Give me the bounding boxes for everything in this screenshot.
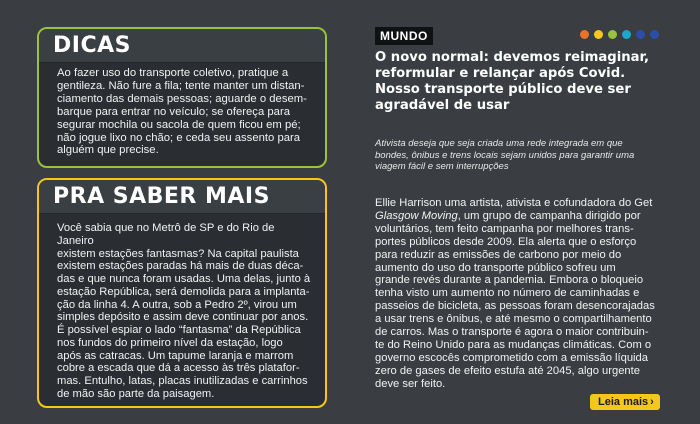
read-more-label: Leia mais (598, 396, 649, 408)
saber-mais-line: existem estações fantasmas? Na capital paulista (57, 247, 299, 260)
read-more-button[interactable] (590, 394, 660, 410)
saber-mais-line: das e que nunca foram usadas. Uma delas, junto à (57, 273, 311, 285)
body-line: a usar trens e ônibus, e até mesmo o compartilhamento (375, 313, 652, 326)
color-dot (650, 30, 659, 39)
saber-mais-text (39, 214, 325, 401)
color-dot (608, 30, 617, 39)
section-tag: MUNDO (375, 27, 433, 45)
dicas-box (37, 27, 327, 168)
saber-mais-line: simples depósito e assim deve continuar por anos. (57, 311, 309, 324)
dicas-line: segurar mochila ou sacola de quem ficou em pé; (57, 118, 301, 131)
body-line: portes públicos desde 2009. Ela alerta que o esforço (375, 235, 637, 248)
body-line: voluntários, tem feito campanha por melhores trans- (375, 222, 634, 235)
body-line: deve ser feito. (375, 377, 446, 390)
body-text: , um grupo de campanha dirigido por (457, 209, 641, 222)
saber-mais-line: ção da linha 4. A outra, sob a Pedro 2º, virou um (57, 298, 297, 311)
saber-mais-line: estação República, será demolida para a implanta- (57, 285, 310, 298)
dicas-text (39, 63, 325, 157)
body-line: aumento do uso do transporte público sofreu um (375, 261, 616, 274)
body-line: tenha visto um aumento no número de caminhadas e (375, 287, 640, 300)
body-line (375, 197, 675, 210)
article-body (375, 197, 675, 391)
dicas-line: ciamento das demais pessoas; aguarde o desem- (57, 92, 307, 105)
body-line: de carros. Mas o transporte é agora o maior contribuin- (375, 326, 649, 339)
dicas-header (39, 29, 325, 63)
subtitle-line: viagem fácil e sem interrupções (375, 161, 509, 173)
saber-mais-line: mas. Entulho, latas, placas inutilizadas e carrinhos (57, 375, 308, 387)
color-dots (580, 30, 659, 39)
dicas-line: barque para entrar no veículo; se ofereça para (57, 105, 290, 118)
article-subtitle (375, 138, 675, 173)
color-dot (580, 30, 589, 39)
body-line: para reduzir as emissões de carbono por meio do (375, 248, 622, 261)
color-dot (594, 30, 603, 39)
color-dot (636, 30, 645, 39)
subtitle-line: bondes, ônibus e trens locais sejam unidos para garantir uma (375, 149, 635, 161)
saber-mais-header (39, 180, 325, 214)
headline-line: Nosso transporte público deve ser (375, 82, 631, 97)
article-headline (375, 50, 675, 114)
headline-line: O novo normal: devemos reimaginar, (375, 50, 650, 65)
saber-mais-line: cobre a escada que dá a acesso às três platafor- (57, 362, 300, 375)
chevron-right-icon: › (650, 396, 654, 408)
saber-mais-line: após as catracas. Um tapume laranja e marrom (57, 349, 294, 362)
saber-mais-title: PRA SABER MAIS (53, 184, 270, 209)
body-line (375, 210, 675, 223)
body-line: zero de gases de efeito estufa até 2045, algo urgente (375, 364, 640, 377)
body-line: te do Reino Unido para as mudanças climáticas. Com o (375, 338, 652, 351)
body-emphasis: Glasgow Moving (375, 209, 458, 222)
color-dot (622, 30, 631, 39)
body-line: governo escocês comprometido com a emissão líquida (375, 351, 648, 364)
saber-mais-box (37, 178, 327, 408)
subtitle-line: Ativista deseja que seja criada uma rede integrada em que (375, 138, 623, 149)
saber-mais-line: Você sabia que no Metrô de SP e do Rio de Janeiro (57, 222, 275, 247)
dicas-line: alguém que precise. (57, 144, 159, 157)
saber-mais-line: existem estações paradas há mais de duas déca- (57, 260, 304, 273)
dicas-line: Ao fazer uso do transporte coletivo, pratique a (57, 67, 289, 79)
body-line: passeios de bicicleta, as pessoas foram desencorajadas (375, 300, 655, 313)
saber-mais-line: É possível espiar o lado “fantasma” da República (57, 324, 301, 336)
saber-mais-line: de mão são parte da paisagem. (57, 387, 215, 400)
saber-mais-line: nos fundos do primeiro nível da estação, logo (57, 336, 283, 349)
dicas-line: não jogue lixo no chão; e ceda seu assento para (57, 131, 301, 144)
dicas-title: DICAS (53, 33, 131, 58)
headline-line: agradável de usar (375, 98, 510, 113)
dicas-line: gentileza. Não fure a fila; tente manter um distan- (57, 79, 305, 92)
headline-line: reformular e relançar após Covid. (375, 66, 626, 81)
body-line: grande revés durante a pandemia. Embora o bloqueio (375, 274, 644, 287)
body-text: Ellie Harrison uma artista, ativista e cofundadora do Get (375, 197, 653, 209)
